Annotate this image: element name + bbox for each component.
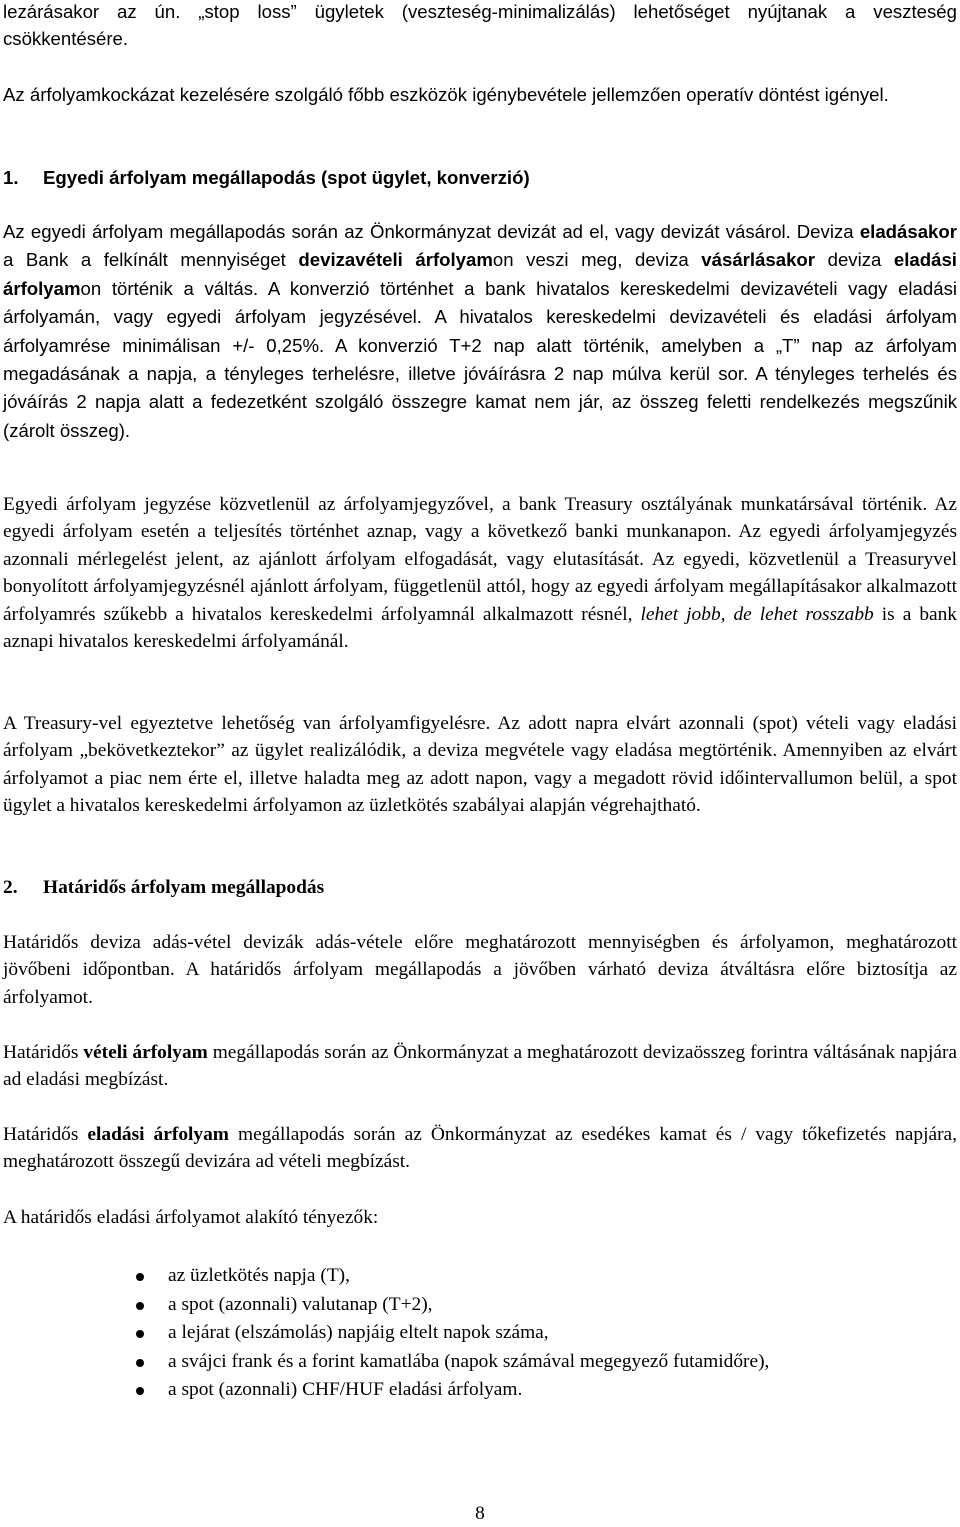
section-2-paragraph-1 (3, 929, 957, 1011)
factor-list (0, 1262, 769, 1405)
bold-eladasi-arfolyam-2: eladási árfolyam (87, 1124, 229, 1145)
text-run: a svájci frank és a forint kamatlába (napok számával megegyező futamidőre), (168, 1350, 770, 1372)
text-run: a spot (azonnali) valutanap (T+2), (168, 1293, 433, 1315)
text-run: a spot (azonnali) CHF/HUF eladási árfolyam. (168, 1379, 523, 1401)
bold-eladasakor: eladásakor (859, 221, 957, 242)
section-1-number: 1. (3, 167, 19, 188)
section-2-heading (3, 874, 324, 901)
text-run: on történik a váltás. A konverzió történhet a bank hivatalos kereskedelmi devizavételi vagy eladási árfolyamán, vagy egyedi árfolyam jegyzésével. A hivatalos kereskedelmi devizavételi és eladási árfolyam árfolyamrése minimálisan +/- 0,25%. A konverzió T+2 nap alatt történik, amelyben a „T” nap az árfolyam megadásának a napja, a tényleges terhelésre, illetve jóváírásra 2 nap múlva kerül sor. A tényleges terhelés és jóváírás 2 napja alatt a fedezetként szolgáló összegre kamat nem jár, az összeg feletti rendelkezés megszűnik (zárolt összeg). (3, 277, 957, 441)
list-item (0, 1291, 769, 1320)
text-run: Deviza (796, 221, 860, 242)
text-run: Határidős (3, 1042, 84, 1063)
text-run: megállapodás során az Önkormányzat az esedékes kamat és / vagy tőkefizetés napjára, meghatározott összegű devizára ad vételi megbízást. (3, 1124, 958, 1173)
list-item (0, 1348, 769, 1377)
text-run: Határidős deviza adás-vétel devizák adás-vétele előre meghatározott mennyiségben és árfolyamon, meghatározott jövőbeni időpontban. A határidős árfolyam megállapodás a jövőben várható deviza átváltásra előre biztosítja az árfolyamot. (3, 932, 957, 1008)
text-run: A Treasury-vel egyeztetve lehetőség van árfolyamfigyelésre. Az adott napra elvárt azonnali (spot) vételi vagy eladási árfolyam „bekövetkeztekor” az ügylet realizálódik, a deviza megvétele vagy eladása megtörténik. Amennyiben az elvárt árfolyamot a piac nem érte el, illetve haladta meg az adott napon, vagy a megadott rövid időintervallumon belül, a spot ügylet a hivatalos kereskedelmi árfolyamon az üzletkötés szabályai alapján végrehajtható. (3, 713, 957, 817)
intro-paragraph-continuation (3, 0, 957, 53)
section-2-number: 2. (3, 877, 18, 898)
section-1-title: Egyedi árfolyam megállapodás (spot ügylet, konverzió) (43, 167, 530, 188)
spot-definition-text: Az egyedi árfolyam megállapodás során az Önkormányzat devizát ad el, vagy devizát vásárol. (3, 221, 791, 242)
section-1-heading (3, 164, 530, 191)
section-2-title: Határidős árfolyam megállapodás (43, 877, 325, 898)
intro-text: lezárásakor az ún. „stop loss” ügyletek (veszteség-minimalizálás) lehetőséget nyújtanak a veszteség csökkentésére. (3, 1, 957, 50)
intro-tools-text: Az árfolyamkockázat kezelésére szolgáló főbb eszközök igénybevétele jellemzően operatív döntést igényel. (3, 84, 889, 105)
list-item (0, 1376, 769, 1405)
text-run: megállapodás során az Önkormányzat a meghatározott devizaösszeg forintra váltásának napjára ad eladási megbízást. (3, 1042, 958, 1091)
text-run: Egyedi árfolyam jegyzése közvetlenül az árfolyamjegyzővel, a bank Treasury osztályának munkatársával történik. Az egyedi árfolyam esetén a teljesítés történhet aznap, vagy a következő banki munkanapon. Az egyedi árfolyamjegyzés azonnali mérlegelést jelent, az ajánlott árfolyam elfogadását, vagy elutasítását. Az egyedi, közvetlenül a Treasuryvel bonyolított árfolyamjegyzésnél ajánlott árfolyam, függetlenül attól, hogy az egyedi árfolyam megállapításakor alkalmazott árfolyamrés szűkebb a hivatalos kereskedelmi árfolyamnál alkalmazott résnél, (3, 494, 957, 625)
text-run: on veszi meg, deviza (492, 249, 702, 271)
text-run: A határidős eladási árfolyamot alakító tényezők: (3, 1207, 379, 1228)
bold-vasarlasakor: vásárlásakor (701, 249, 816, 271)
list-item (0, 1262, 769, 1291)
text-run: a Bank a felkínált mennyiséget (3, 249, 299, 271)
text-run: a lejárat (elszámolás) napjáig eltelt napok száma, (168, 1322, 549, 1344)
bold-devizaveteli-arfolyam: devizavételi árfolyam (298, 249, 493, 271)
text-run: az üzletkötés napja (T), (168, 1265, 350, 1286)
bold-eladasi-arfolyam: eladási árfolyam (3, 249, 957, 299)
bold-veteli-arfolyam: vételi árfolyam (83, 1042, 208, 1063)
intro-paragraph-tools (3, 81, 957, 108)
section-1-paragraph-2 (3, 491, 957, 655)
section-1-paragraph-3 (3, 710, 957, 820)
text-run: deviza (815, 249, 894, 271)
section-2-paragraph-3 (3, 1121, 957, 1176)
page-number: 8 (475, 1503, 485, 1524)
list-item (0, 1319, 769, 1348)
text-run: is a bank aznapi hivatalos kereskedelmi árfolyamánál. (3, 603, 958, 653)
section-2-paragraph-2 (3, 1039, 957, 1094)
italic-lehet-jobb: lehet jobb, de lehet rosszabb (640, 603, 874, 625)
section-1-paragraph-1 (3, 218, 957, 445)
section-2-paragraph-4 (3, 1204, 957, 1231)
text-run: Határidős (3, 1124, 88, 1145)
